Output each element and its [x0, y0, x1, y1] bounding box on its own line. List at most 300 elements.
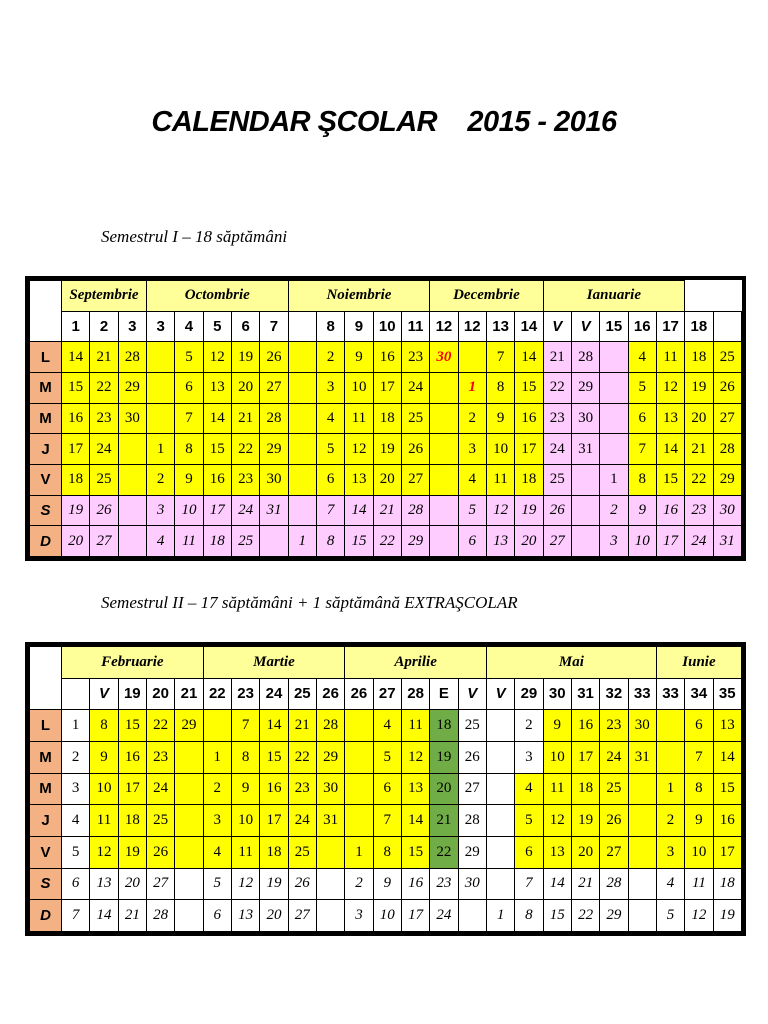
week-number: 9: [345, 311, 373, 342]
date-cell: 19: [515, 495, 543, 526]
date-cell: 17: [515, 434, 543, 465]
date-cell: 12: [231, 868, 259, 900]
date-cell: 16: [373, 342, 401, 373]
date-cell: 3: [600, 526, 628, 557]
corner-cell: [30, 647, 62, 710]
date-cell: [430, 403, 458, 434]
date-cell: 10: [628, 526, 656, 557]
month-header-row: [30, 281, 742, 312]
date-cell: 11: [656, 342, 684, 373]
date-cell: 7: [486, 342, 514, 373]
date-cell: 31: [316, 805, 344, 837]
date-cell: 6: [62, 868, 90, 900]
day-row: [30, 526, 742, 557]
date-cell: [628, 868, 656, 900]
date-cell: 11: [543, 773, 571, 805]
date-cell: [458, 342, 486, 373]
date-cell: 29: [713, 464, 741, 495]
date-cell: 13: [543, 836, 571, 868]
date-cell: [458, 900, 486, 932]
date-cell: 14: [656, 434, 684, 465]
date-cell: [345, 773, 373, 805]
week-number: 11: [401, 311, 429, 342]
date-cell: 26: [543, 495, 571, 526]
date-cell: 23: [401, 342, 429, 373]
date-cell: 24: [600, 741, 628, 773]
date-cell: 22: [430, 836, 458, 868]
date-cell: 11: [90, 805, 118, 837]
date-cell: 28: [401, 495, 429, 526]
date-cell: 9: [231, 773, 259, 805]
date-cell: 19: [62, 495, 90, 526]
week-number: 28: [401, 678, 429, 710]
date-cell: 22: [543, 372, 571, 403]
week-number: V: [486, 678, 514, 710]
date-cell: 22: [231, 434, 259, 465]
date-cell: 1: [458, 372, 486, 403]
date-cell: 14: [713, 741, 741, 773]
day-row: [30, 836, 742, 868]
date-cell: 28: [260, 403, 288, 434]
date-cell: 3: [203, 805, 231, 837]
date-cell: 20: [373, 464, 401, 495]
date-cell: 18: [713, 868, 741, 900]
date-cell: 21: [90, 342, 118, 373]
date-cell: 6: [203, 900, 231, 932]
date-cell: 29: [401, 526, 429, 557]
date-cell: 29: [260, 434, 288, 465]
week-number: 33: [628, 678, 656, 710]
date-cell: 4: [628, 342, 656, 373]
date-cell: 26: [401, 434, 429, 465]
week-number-row: [30, 678, 742, 710]
date-cell: 24: [401, 372, 429, 403]
date-cell: 6: [373, 773, 401, 805]
date-cell: 30: [118, 403, 146, 434]
date-cell: 11: [231, 836, 259, 868]
day-label: L: [30, 342, 62, 373]
day-row: [30, 342, 742, 373]
date-cell: 11: [345, 403, 373, 434]
date-cell: 4: [458, 464, 486, 495]
date-cell: 10: [345, 372, 373, 403]
date-cell: [203, 710, 231, 742]
date-cell: 9: [685, 805, 713, 837]
day-label: M: [30, 741, 62, 773]
date-cell: 3: [146, 495, 174, 526]
date-cell: 23: [146, 741, 174, 773]
date-cell: 29: [571, 372, 599, 403]
date-cell: [486, 710, 514, 742]
date-cell: 28: [600, 868, 628, 900]
date-cell: 26: [90, 495, 118, 526]
date-cell: 15: [260, 741, 288, 773]
month-header: Martie: [203, 647, 345, 679]
semester-2-subtitle: Semestrul II – 17 săptămâni + 1 săptămână EXTRAŞCOLAR: [101, 593, 518, 612]
date-cell: 16: [515, 403, 543, 434]
date-cell: 5: [316, 434, 344, 465]
semester-2-calendar: [25, 642, 746, 936]
date-cell: [288, 434, 316, 465]
week-number: 32: [600, 678, 628, 710]
date-cell: 23: [430, 868, 458, 900]
date-cell: 1: [345, 836, 373, 868]
date-cell: 26: [146, 836, 174, 868]
week-number: 1: [62, 311, 90, 342]
date-cell: 18: [515, 464, 543, 495]
day-label: D: [30, 526, 62, 557]
date-cell: [345, 805, 373, 837]
week-number: 24: [260, 678, 288, 710]
week-number: V: [90, 678, 118, 710]
date-cell: 10: [373, 900, 401, 932]
date-cell: 25: [458, 710, 486, 742]
date-cell: [430, 495, 458, 526]
date-cell: 26: [458, 741, 486, 773]
date-cell: [316, 868, 344, 900]
week-number: 25: [288, 678, 316, 710]
date-cell: 15: [656, 464, 684, 495]
week-number: 18: [685, 311, 713, 342]
date-cell: 28: [713, 434, 741, 465]
date-cell: [146, 372, 174, 403]
date-cell: 8: [316, 526, 344, 557]
date-cell: 20: [685, 403, 713, 434]
day-row: [30, 464, 742, 495]
date-cell: 27: [90, 526, 118, 557]
week-number: 30: [543, 678, 571, 710]
date-cell: 24: [430, 900, 458, 932]
date-cell: [656, 710, 684, 742]
date-cell: 17: [713, 836, 741, 868]
week-number: 4: [175, 311, 203, 342]
date-cell: [486, 836, 514, 868]
date-cell: 16: [260, 773, 288, 805]
date-cell: 18: [430, 710, 458, 742]
week-number: 22: [203, 678, 231, 710]
date-cell: [656, 741, 684, 773]
week-number: 16: [628, 311, 656, 342]
date-cell: 22: [373, 526, 401, 557]
date-cell: 25: [543, 464, 571, 495]
date-cell: [600, 372, 628, 403]
date-cell: 13: [401, 773, 429, 805]
week-number: 33: [656, 678, 684, 710]
date-cell: 24: [685, 526, 713, 557]
week-number: [288, 311, 316, 342]
date-cell: 3: [345, 900, 373, 932]
week-number: V: [571, 311, 599, 342]
month-header: Septembrie: [62, 281, 147, 312]
date-cell: 2: [656, 805, 684, 837]
date-cell: 30: [260, 464, 288, 495]
date-cell: 30: [430, 342, 458, 373]
date-cell: 5: [656, 900, 684, 932]
month-header: Iunie: [656, 647, 741, 679]
month-header: Mai: [486, 647, 656, 679]
date-cell: 6: [628, 403, 656, 434]
date-cell: 10: [685, 836, 713, 868]
date-cell: [288, 495, 316, 526]
date-cell: 30: [628, 710, 656, 742]
date-cell: 19: [373, 434, 401, 465]
date-cell: 4: [373, 710, 401, 742]
date-cell: 3: [515, 741, 543, 773]
date-cell: 7: [316, 495, 344, 526]
date-cell: 29: [458, 836, 486, 868]
date-cell: 20: [571, 836, 599, 868]
month-header-row: [30, 647, 742, 679]
week-number: 3: [118, 311, 146, 342]
date-cell: 18: [373, 403, 401, 434]
date-cell: 1: [288, 526, 316, 557]
date-cell: [288, 403, 316, 434]
date-cell: 24: [231, 495, 259, 526]
date-cell: 18: [260, 836, 288, 868]
date-cell: 21: [288, 710, 316, 742]
date-cell: 12: [543, 805, 571, 837]
date-cell: 23: [543, 403, 571, 434]
date-cell: 2: [515, 710, 543, 742]
week-number: E: [430, 678, 458, 710]
date-cell: [430, 464, 458, 495]
date-cell: 30: [316, 773, 344, 805]
date-cell: 14: [260, 710, 288, 742]
date-cell: 13: [231, 900, 259, 932]
week-number: 35: [713, 678, 741, 710]
date-cell: 21: [118, 900, 146, 932]
week-number: 10: [373, 311, 401, 342]
date-cell: [175, 805, 203, 837]
date-cell: 27: [600, 836, 628, 868]
date-cell: 5: [628, 372, 656, 403]
date-cell: 15: [401, 836, 429, 868]
date-cell: 22: [571, 900, 599, 932]
date-cell: [118, 526, 146, 557]
date-cell: 2: [62, 741, 90, 773]
date-cell: 12: [656, 372, 684, 403]
date-cell: 20: [118, 868, 146, 900]
day-row: [30, 710, 742, 742]
date-cell: 31: [628, 741, 656, 773]
date-cell: 27: [543, 526, 571, 557]
date-cell: 13: [656, 403, 684, 434]
date-cell: [288, 342, 316, 373]
day-label: S: [30, 868, 62, 900]
date-cell: 31: [571, 434, 599, 465]
date-cell: 18: [203, 526, 231, 557]
date-cell: 18: [571, 773, 599, 805]
date-cell: 30: [458, 868, 486, 900]
date-cell: 18: [118, 805, 146, 837]
date-cell: 12: [685, 900, 713, 932]
date-cell: 8: [685, 773, 713, 805]
date-cell: 14: [345, 495, 373, 526]
date-cell: 17: [401, 900, 429, 932]
date-cell: 24: [90, 434, 118, 465]
date-cell: [175, 868, 203, 900]
date-cell: 14: [62, 342, 90, 373]
week-number: 27: [373, 678, 401, 710]
date-cell: [571, 526, 599, 557]
week-number: 26: [316, 678, 344, 710]
date-cell: 9: [486, 403, 514, 434]
date-cell: 17: [260, 805, 288, 837]
date-cell: 10: [543, 741, 571, 773]
week-number: 6: [231, 311, 259, 342]
date-cell: 8: [486, 372, 514, 403]
date-cell: 4: [203, 836, 231, 868]
date-cell: 10: [231, 805, 259, 837]
date-cell: 17: [656, 526, 684, 557]
date-cell: [600, 403, 628, 434]
date-cell: 28: [316, 710, 344, 742]
date-cell: 8: [90, 710, 118, 742]
date-cell: 15: [62, 372, 90, 403]
date-cell: 10: [90, 773, 118, 805]
date-cell: 16: [203, 464, 231, 495]
date-cell: 12: [401, 741, 429, 773]
date-cell: 15: [515, 372, 543, 403]
date-cell: 3: [316, 372, 344, 403]
month-header: Decembrie: [430, 281, 543, 312]
date-cell: 3: [656, 836, 684, 868]
month-header: Ianuarie: [543, 281, 685, 312]
date-cell: 27: [146, 868, 174, 900]
date-cell: [628, 805, 656, 837]
date-cell: 30: [571, 403, 599, 434]
date-cell: 28: [571, 342, 599, 373]
date-cell: 13: [713, 710, 741, 742]
date-cell: 23: [600, 710, 628, 742]
day-label: V: [30, 836, 62, 868]
date-cell: 19: [231, 342, 259, 373]
date-cell: 17: [118, 773, 146, 805]
date-cell: 23: [685, 495, 713, 526]
date-cell: [118, 495, 146, 526]
month-header: Februarie: [62, 647, 204, 679]
date-cell: 7: [175, 403, 203, 434]
date-cell: 23: [90, 403, 118, 434]
date-cell: 27: [260, 372, 288, 403]
week-number: 14: [515, 311, 543, 342]
date-cell: 7: [62, 900, 90, 932]
date-cell: 19: [260, 868, 288, 900]
date-cell: 12: [203, 342, 231, 373]
semester-1-subtitle: Semestrul I – 18 săptămâni: [101, 227, 288, 246]
date-cell: 16: [62, 403, 90, 434]
month-header: Aprilie: [345, 647, 487, 679]
day-label: M: [30, 372, 62, 403]
week-number: 20: [146, 678, 174, 710]
date-cell: 17: [203, 495, 231, 526]
date-cell: 24: [288, 805, 316, 837]
page-title: CALENDAR ŞCOLAR 2015 - 2016: [151, 106, 617, 138]
day-row: [30, 773, 742, 805]
date-cell: 21: [373, 495, 401, 526]
date-cell: 17: [571, 741, 599, 773]
date-cell: 20: [515, 526, 543, 557]
corner-cell: [30, 281, 62, 342]
date-cell: [175, 773, 203, 805]
date-cell: 1: [600, 464, 628, 495]
date-cell: 26: [288, 868, 316, 900]
day-row: [30, 434, 742, 465]
week-number: 23: [231, 678, 259, 710]
date-cell: 15: [118, 710, 146, 742]
week-number: 8: [316, 311, 344, 342]
date-cell: 21: [571, 868, 599, 900]
date-cell: 22: [90, 372, 118, 403]
date-cell: [288, 372, 316, 403]
date-cell: 9: [543, 710, 571, 742]
date-cell: 16: [656, 495, 684, 526]
date-cell: [288, 464, 316, 495]
date-cell: 1: [146, 434, 174, 465]
week-number: 5: [203, 311, 231, 342]
date-cell: [486, 805, 514, 837]
date-cell: 15: [345, 526, 373, 557]
date-cell: 5: [458, 495, 486, 526]
date-cell: 4: [146, 526, 174, 557]
date-cell: 12: [486, 495, 514, 526]
date-cell: 12: [90, 836, 118, 868]
week-number: 7: [260, 311, 288, 342]
date-cell: 14: [401, 805, 429, 837]
week-number: 34: [685, 678, 713, 710]
date-cell: 27: [401, 464, 429, 495]
date-cell: 13: [345, 464, 373, 495]
date-cell: 13: [203, 372, 231, 403]
date-cell: 3: [62, 773, 90, 805]
date-cell: 27: [713, 403, 741, 434]
week-number: 31: [571, 678, 599, 710]
date-cell: 21: [543, 342, 571, 373]
date-cell: 2: [203, 773, 231, 805]
day-row: [30, 900, 742, 932]
week-number: 12: [458, 311, 486, 342]
date-cell: 25: [600, 773, 628, 805]
day-row: [30, 805, 742, 837]
date-cell: 16: [713, 805, 741, 837]
date-cell: 5: [515, 805, 543, 837]
date-cell: [316, 900, 344, 932]
date-cell: 28: [458, 805, 486, 837]
day-label: L: [30, 710, 62, 742]
month-header: Octombrie: [146, 281, 288, 312]
date-cell: 9: [628, 495, 656, 526]
date-cell: [628, 836, 656, 868]
date-cell: 4: [316, 403, 344, 434]
week-number: 12: [430, 311, 458, 342]
date-cell: 11: [486, 464, 514, 495]
date-cell: 5: [175, 342, 203, 373]
date-cell: 15: [543, 900, 571, 932]
date-cell: 6: [316, 464, 344, 495]
date-cell: 19: [685, 372, 713, 403]
month-header: Noiembrie: [288, 281, 430, 312]
date-cell: [175, 900, 203, 932]
week-number: 26: [345, 678, 373, 710]
week-number: 2: [90, 311, 118, 342]
date-cell: [118, 434, 146, 465]
date-cell: 16: [118, 741, 146, 773]
date-cell: 16: [401, 868, 429, 900]
date-cell: 19: [713, 900, 741, 932]
semester-1-table: [29, 280, 742, 557]
date-cell: 29: [118, 372, 146, 403]
date-cell: 6: [175, 372, 203, 403]
